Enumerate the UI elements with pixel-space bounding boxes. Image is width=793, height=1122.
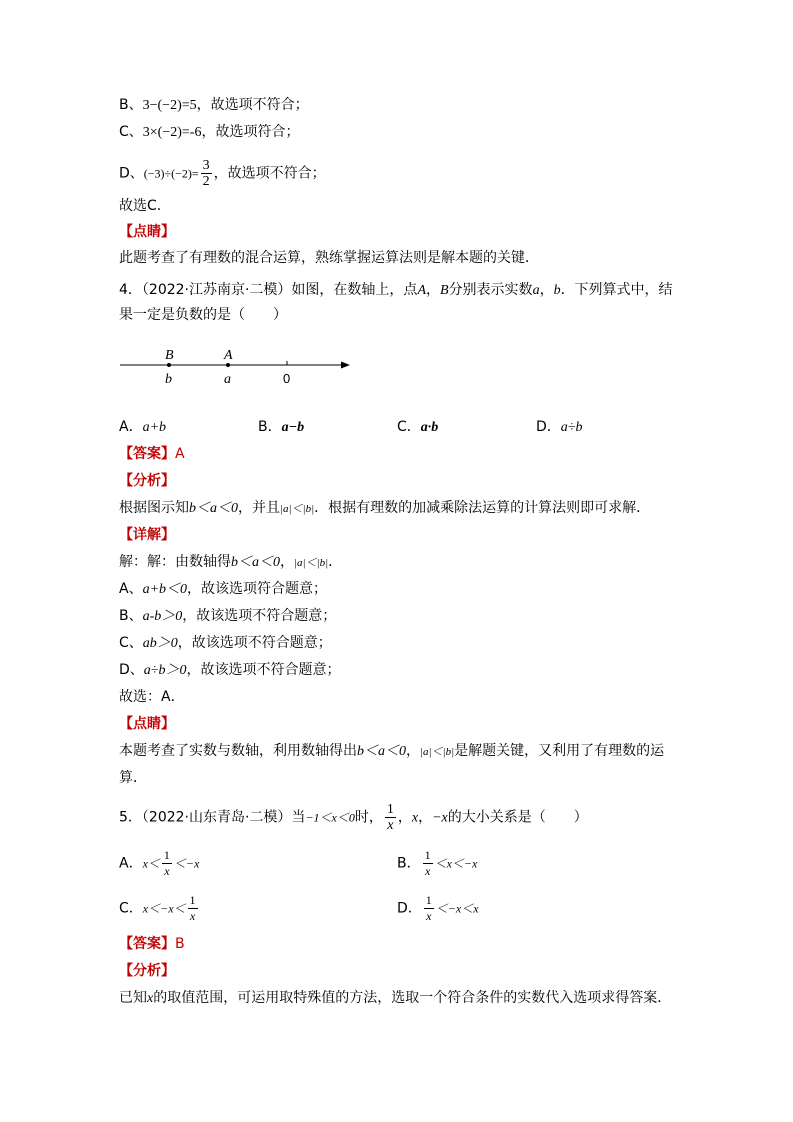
q4-answer: 【答案】A: [119, 446, 185, 462]
fraction: $\frac{1}{x}$: [163, 848, 170, 878]
prev-option-d: D、(−3)÷(−2)= $\frac{3}{2}$ ，故选项不符合；: [119, 158, 326, 189]
fraction: $\frac{1}{x}$: [424, 848, 431, 878]
q4-stem-line2: 果一定是负数的是（ ）: [119, 307, 287, 323]
q4-detail-item-b: B、a-b＞0，故该选项不符合题意；: [119, 608, 337, 624]
q4-dianjing-text: 本题考查了实数与数轴，利用数轴得出b＜a＜0，|a|＜|b|是解题关键，又利用了有理数的运: [119, 743, 665, 759]
q4-stem-line1: 4．（2022·江苏南京·二模）如图，在数轴上，点A，B分别表示实数a，b．下列算式中，结: [119, 282, 673, 298]
prev-dianjing-text: 此题考查了有理数的混合运算，熟练掌握运算法则是解本题的关键．: [119, 250, 539, 266]
value-a-label: a: [224, 372, 231, 387]
point-b-label: B: [165, 348, 174, 363]
prev-option-b: B、3−(−2)=5，故选项不符合；: [119, 97, 309, 113]
origin-label: 0: [283, 371, 291, 386]
number-line-figure: [115, 340, 360, 390]
q4-detail-tag: 【详解】: [119, 527, 175, 543]
q4-analysis-tag: 【分析】: [119, 473, 175, 489]
q4-option-a[interactable]: A．a+b: [119, 419, 167, 435]
prev-option-c: C、3×(−2)=-6，故选项符合；: [119, 124, 300, 140]
q4-dianjing-line2: 算．: [119, 770, 147, 786]
point-b-dot: [167, 363, 171, 367]
fraction: $\frac{3}{2}$: [202, 158, 210, 189]
fraction: $\frac{1}{x}$: [425, 893, 432, 923]
q4-detail-item-a: A、a+b＜0，故该选项符合题意；: [119, 581, 328, 597]
q5-option-a[interactable]: A．x＜ $\frac{1}{x}$ ＜−x: [119, 848, 200, 878]
q4-analysis-text: 根据图示知b＜a＜0，并且|a|＜|b|．根据有理数的加减乘除法运算的计算法则即可求解．: [119, 500, 651, 516]
q4-detail-item-d: D、a÷b＞0，故该选项不符合题意；: [119, 662, 341, 678]
q5-stem: 5．（2022·山东青岛·二模）当−1＜x＜0时， $\frac{1}{x}$ ，x，−x的大小关系是（ ）: [119, 802, 588, 833]
value-b-label: b: [165, 372, 172, 387]
point-a-dot: [226, 363, 230, 367]
q5-option-d[interactable]: D． $\frac{1}{x}$ ＜−x＜x: [397, 893, 479, 923]
q5-analysis-tag: 【分析】: [119, 963, 175, 979]
point-a-label: A: [224, 348, 233, 363]
q4-option-b[interactable]: B．a−b: [258, 419, 305, 435]
q4-conclusion: 故选：A．: [119, 689, 185, 705]
q4-dianjing-tag: 【点睛】: [119, 716, 175, 732]
q4-detail-item-c: C、ab＞0，故该选项不符合题意；: [119, 635, 332, 651]
q5-analysis-text: 已知x的取值范围，可运用取特殊值的方法，选取一个符合条件的实数代入选项求得答案．: [119, 990, 672, 1006]
fraction: $\frac{1}{x}$: [189, 893, 196, 923]
q4-detail-text: 解：解：由数轴得b＜a＜0，|a|＜|b|．: [119, 554, 343, 570]
prev-dianjing-tag: 【点睛】: [119, 224, 175, 240]
q5-option-b[interactable]: B． $\frac{1}{x}$ ＜x＜−x: [397, 848, 478, 878]
axis-arrow: [341, 362, 350, 369]
prev-conclusion: 故选C.: [119, 198, 162, 214]
q4-option-c[interactable]: C．a·b: [397, 419, 439, 435]
q5-option-c[interactable]: C．x＜−x＜ $\frac{1}{x}$: [119, 893, 196, 923]
fraction: $\frac{1}{x}$: [386, 802, 394, 833]
q5-answer: 【答案】B: [119, 936, 185, 952]
q4-option-d[interactable]: D．a÷b: [536, 419, 583, 435]
